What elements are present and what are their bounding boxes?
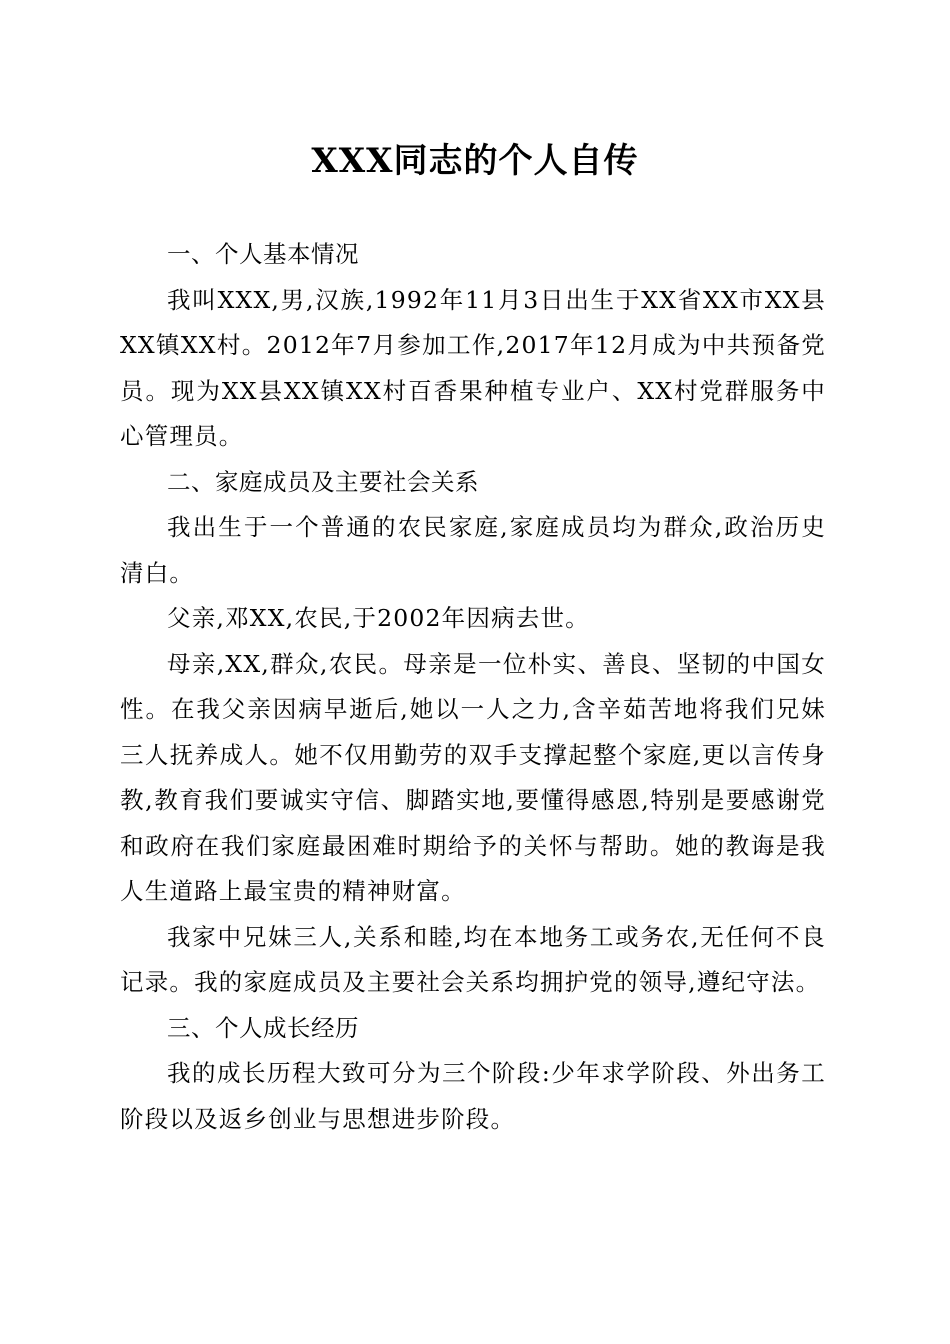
- paragraph-siblings: 我家中兄妹三人,关系和睦,均在本地务工或务农,无任何不良记录。我的家庭成员及主要社会关系均拥护党的领导,遵纪守法。: [120, 922, 826, 996]
- paragraph-mother: 母亲,XX,群众,农民。母亲是一位朴实、善良、坚韧的中国女性。在我父亲因病早逝后,她以一人之力,含辛茹苦地将我们兄妹三人抚养成人。她不仅用勤劳的双手支撑起整个家庭,更以言传身教,教育我们要诚实守信、脚踏实地,要懂得感恩,特别是要感谢党和政府在我们家庭最困难时期给予的关怀与帮助。她的教诲是我人生道路上最宝贵的精神财富。: [120, 649, 826, 905]
- paragraph-father: 父亲,邓XX,农民,于2002年因病去世。: [167, 604, 590, 632]
- section-heading-basic-info: 一、个人基本情况: [167, 240, 359, 268]
- document-title: XXX同志的个人自传: [311, 141, 639, 181]
- paragraph-family-background: 我出生于一个普通的农民家庭,家庭成员均为群众,政治历史清白。: [120, 513, 826, 587]
- section-heading-family: 二、家庭成员及主要社会关系: [167, 467, 479, 496]
- document-body: [120, 232, 826, 1142]
- section-heading-growth: 三、个人成长经历: [167, 1013, 359, 1042]
- paragraph-basic-info: 我叫XXX,男,汉族,1992年11月3日出生于XX省XX市XX县XX镇XX村。2012年7月参加工作,2017年12月成为中共预备党员。现为XX县XX镇XX村百香果种植专业户、XX村党群服务中心管理员。: [120, 285, 826, 450]
- paragraph-growth-stages: 我的成长历程大致可分为三个阶段:少年求学阶段、外出务工阶段以及返乡创业与思想进步阶段。: [120, 1059, 826, 1133]
